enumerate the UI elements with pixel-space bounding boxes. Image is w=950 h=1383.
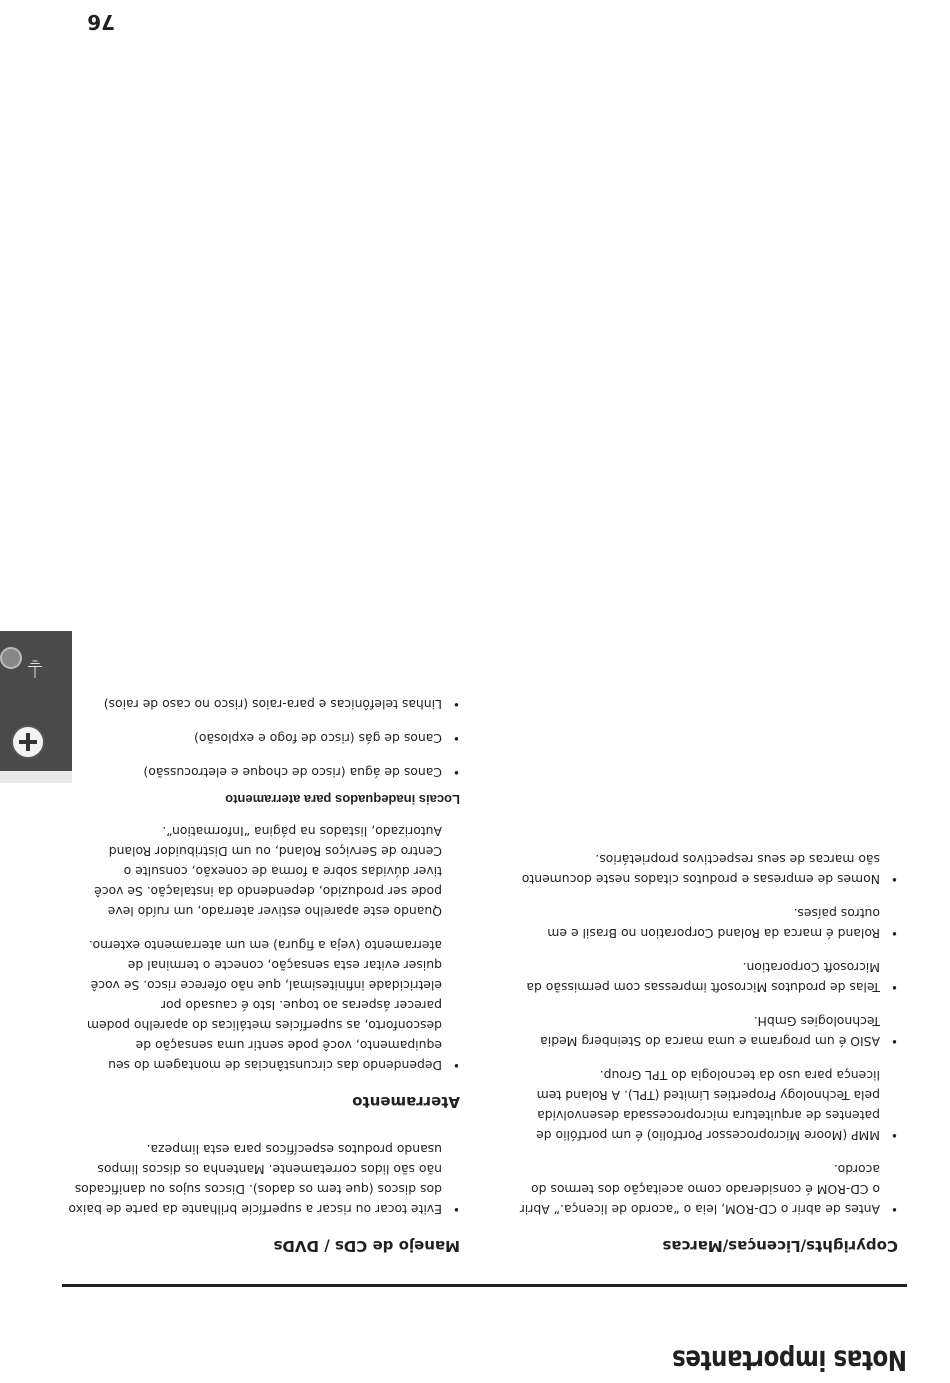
- page-number: 76: [87, 10, 115, 34]
- ground-list: [85, 935, 460, 1075]
- list-item: • ASIO é um programa e uma marca do Steinberg Media Technologies GmbH.: [514, 1011, 898, 1051]
- copyrights-list: [514, 849, 898, 1219]
- list-item: • Roland é marca da Roland Corporation no Brasil e em outros países.: [514, 903, 898, 943]
- unsuitable-list: [85, 694, 460, 782]
- panel-edge: [0, 771, 72, 783]
- page-title: Notas importantes: [672, 1344, 907, 1377]
- ground-terminal-screw-icon: [11, 725, 45, 759]
- panel-screw-icon: [0, 647, 22, 669]
- column-handling: [23, 654, 460, 1255]
- ground-section: [23, 654, 460, 1075]
- list-item: • Telas de produtos Microsoft impressas com permissão da Microsoft Corporation.: [514, 957, 898, 997]
- list-item: • Dependendo das circunstâncias de montagem do seu equipamento, você pode sentir uma sensação de desconforto, as superfícies metálicas do aparelho podem parecer ásperas ao toque. Isto é causado por eletricidade infinitesimal, que não oferece risco. Se você quiser evitar esta sensação, conecte o terminal de aterramento (veja a figura) em um aterramento externo.: [85, 935, 460, 1075]
- section-heading-ground: Aterramento: [352, 1093, 460, 1111]
- section-heading-copyrights: Copyrights/Licenças/Marcas: [662, 1237, 898, 1255]
- list-item: • Antes de abrir o CD-ROM, leia o “acordo de licença.” Abrir o CD-ROM é considerado como aceitação dos termos do acordo.: [514, 1159, 898, 1219]
- title-divider: [62, 1284, 907, 1287]
- section-heading-cds: Manejo de CDs / DVDs: [273, 1237, 460, 1255]
- list-item: • Canos de gás (risco de fogo e explosão): [85, 728, 460, 748]
- list-item: • Canos de água (risco de choque e eletrocussão): [85, 762, 460, 782]
- subheading-unsuitable: Locais inadequados para aterramento: [225, 792, 460, 807]
- cds-list: [60, 1139, 460, 1219]
- column-copyrights: [514, 835, 898, 1255]
- list-item: • Nomes de empresas e produtos citados neste documento são marcas de seus respectivos proprietários.: [514, 849, 898, 889]
- ground-paragraph: Quando este aparelho estiver aterrado, um ruído leve pode ser produzido, dependendo da instalação. Se você tiver dúvidas sobre a forma de conexão, consulte o Centro de Serviços Roland, ou um Distribuidor Roland Autorizado, listados na página “Information”.: [94, 824, 442, 919]
- ground-terminal-figure: [0, 631, 72, 783]
- list-item: • Linhas telefônicas e para-raios (risco no caso de raios): [85, 694, 460, 714]
- list-item: • Evite tocar ou riscar a superfície brilhante da parte de baixo dos discos (que tem os dados). Discos sujos ou danificados não são lidos corretamente. Mantenha os discos limpos usando produtos específicos para esta limpeza.: [60, 1139, 460, 1219]
- ground-symbol-icon: ⏚: [23, 654, 46, 679]
- list-item: • MMP (Moore Microprocessor Portfolio) é um portfólio de patentes de arquitetura microprocessada desenvolvida pela Technology Properties Limited (TPL). A Roland tem licença para uso da tecnologia do TPL Group.: [514, 1065, 898, 1145]
